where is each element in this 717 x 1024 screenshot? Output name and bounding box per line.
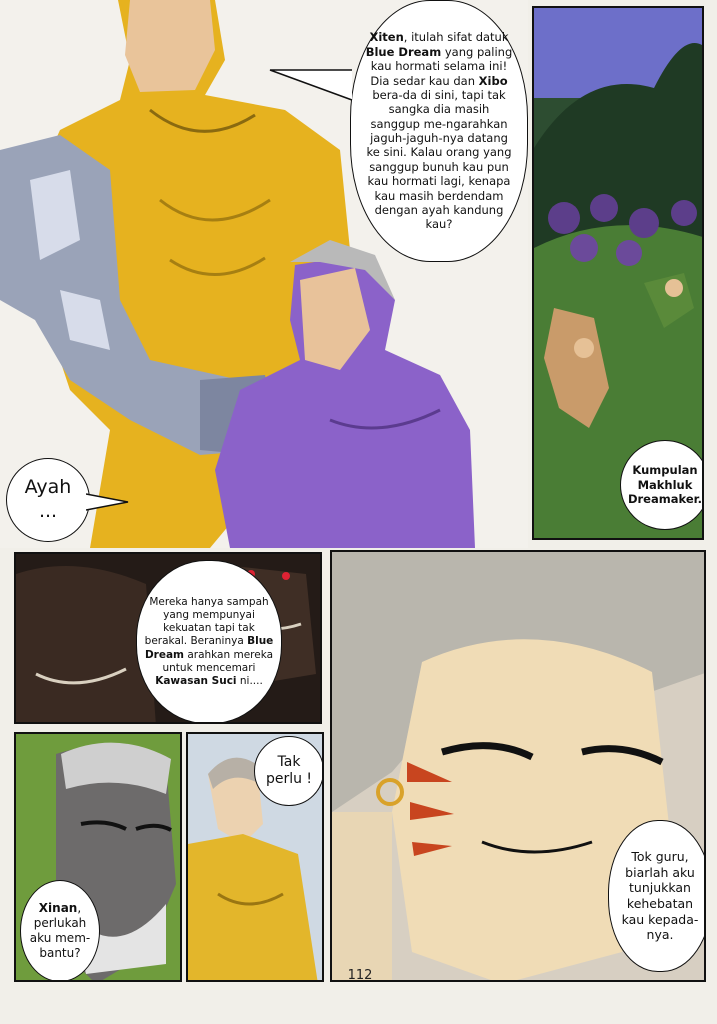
speech-tail-ayah [86,490,130,520]
panel-right-big [330,550,706,982]
panel-bottom-left [14,732,182,982]
speech-bubble-right [608,820,706,972]
panel-top-right [532,6,704,540]
caption-text: Kumpulan Makhluk Dreamaker. [627,463,703,507]
speech-bubble-ayah [6,458,90,542]
speech-bubble-mid-text: Mereka hanya sampah yang mempunyai kekuatan tapi tak berakal. Beraninya Blue Dream arahkan mereka untuk mencemari Kawasan Suci ni.... [144,596,274,687]
speech-bubble-main [350,0,528,262]
speech-bubble-bottom-mid [254,736,324,806]
speech-bubble-bottom-left-text: Xinan, perlukah aku mem-bantu? [29,901,91,960]
panel-mid-left [14,552,322,724]
speech-bubble-bottom-left [20,880,100,982]
panel-top-left [0,0,528,548]
speech-bubble-mid [136,560,282,724]
speech-bubble-main-text: Xiten, itulah sifat datuk Blue Dream yang paling kau hormati selama ini! Dia sedar kau dan Xibo bera-da di sini, tapi tak sangka dia masih sanggup me-ngarahkan jaguh-jaguh-nya datang ke sini. Kalau orang yang sanggup bunuh kau pun kau hormati lagi, kenapa kau masih berdendam dengan ayah kandung kau? [365,30,513,232]
panel-bottom-mid [186,732,324,982]
speech-bubble-ayah-text: Ayah ... [24,476,72,522]
speech-tail-main [268,60,358,110]
speech-bubble-right-text: Tok guru, biarlah aku tunjukkan kehebatan kau kepada-nya. [621,849,699,943]
caption-bubble [620,440,704,530]
page-number: 112 [347,968,373,983]
speech-bubble-bottom-mid-text: Tak perlu ! [265,753,313,787]
